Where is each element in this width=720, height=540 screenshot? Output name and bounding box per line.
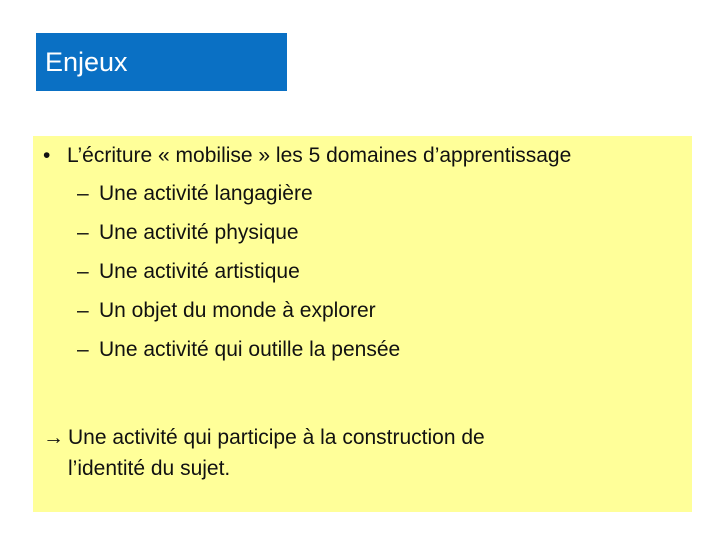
sub-item: [77, 221, 299, 245]
sub-item-text: Une activité langagière: [99, 182, 313, 205]
sub-item: [77, 260, 300, 284]
bullet-icon: •: [43, 144, 51, 167]
main-bullet-text: L’écriture « mobilise » les 5 domaines d’apprentissage: [67, 144, 572, 167]
conclusion-line-2: l’identité du sujet.: [68, 457, 231, 480]
sub-item-text: Une activité artistique: [99, 260, 300, 283]
conclusion-line-1: [43, 422, 663, 453]
dash-icon: –: [77, 182, 89, 205]
content-box: [33, 136, 692, 512]
main-bullet: [43, 144, 571, 168]
sub-item: [77, 338, 400, 362]
sub-item-text: Une activité physique: [99, 221, 299, 244]
slide-title: Enjeux: [36, 33, 287, 91]
sub-item-text: Un objet du monde à explorer: [99, 299, 376, 322]
dash-icon: –: [77, 299, 89, 322]
sub-item-text: Une activité qui outille la pensée: [99, 338, 401, 361]
dash-icon: –: [77, 260, 89, 283]
sub-item: [77, 182, 313, 206]
right-arrow-icon: →: [43, 426, 64, 449]
conclusion-text-1: Une activité qui participe à la construction de: [68, 426, 485, 449]
dash-icon: –: [77, 338, 89, 361]
conclusion: [43, 422, 663, 484]
dash-icon: –: [77, 221, 89, 244]
sub-item: [77, 299, 376, 323]
